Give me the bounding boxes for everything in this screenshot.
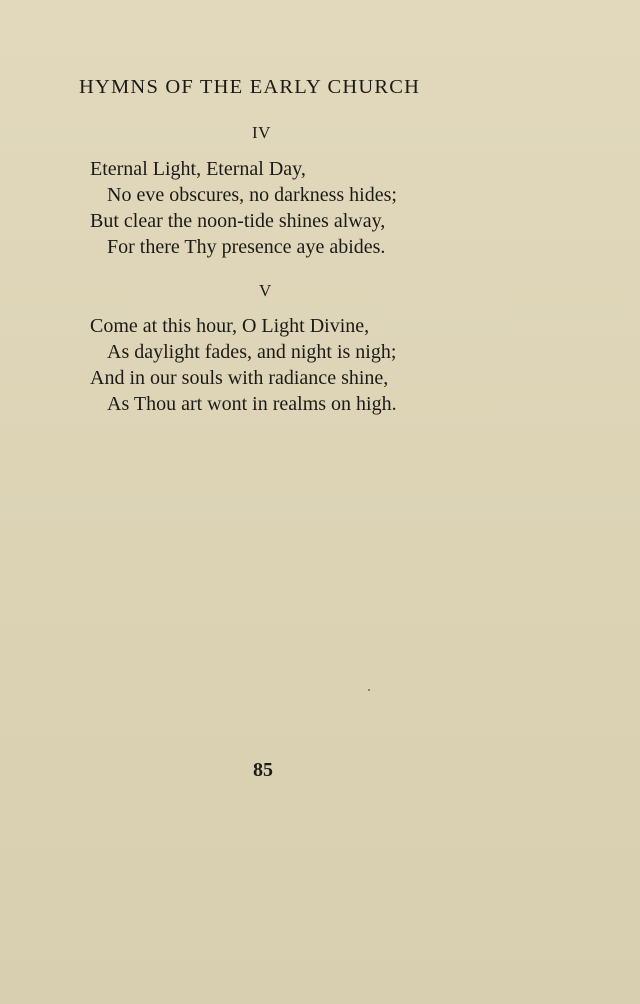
stanza-number: IV	[252, 123, 271, 142]
running-title: HYMNS OF THE EARLY CHURCH	[79, 76, 421, 98]
verse-line: No eve obscures, no darkness hides;	[107, 184, 397, 206]
verse-line: And in our souls with radiance shine,	[90, 367, 389, 389]
verse-line: Come at this hour, O Light Divine,	[90, 315, 370, 337]
verse-line: As Thou art wont in realms on high.	[107, 393, 397, 415]
stanza	[90, 156, 397, 260]
verse-line: For there Thy presence aye abides.	[107, 236, 386, 258]
verse-line: But clear the noon-tide shines alway,	[90, 210, 386, 232]
verse-line: As daylight fades, and night is nigh;	[107, 341, 397, 363]
verse-line: Eternal Light, Eternal Day,	[90, 158, 306, 180]
stanza	[90, 313, 397, 417]
page-number: 85	[253, 759, 273, 781]
paper-speck	[368, 689, 370, 691]
stanza-number: V	[259, 281, 272, 300]
